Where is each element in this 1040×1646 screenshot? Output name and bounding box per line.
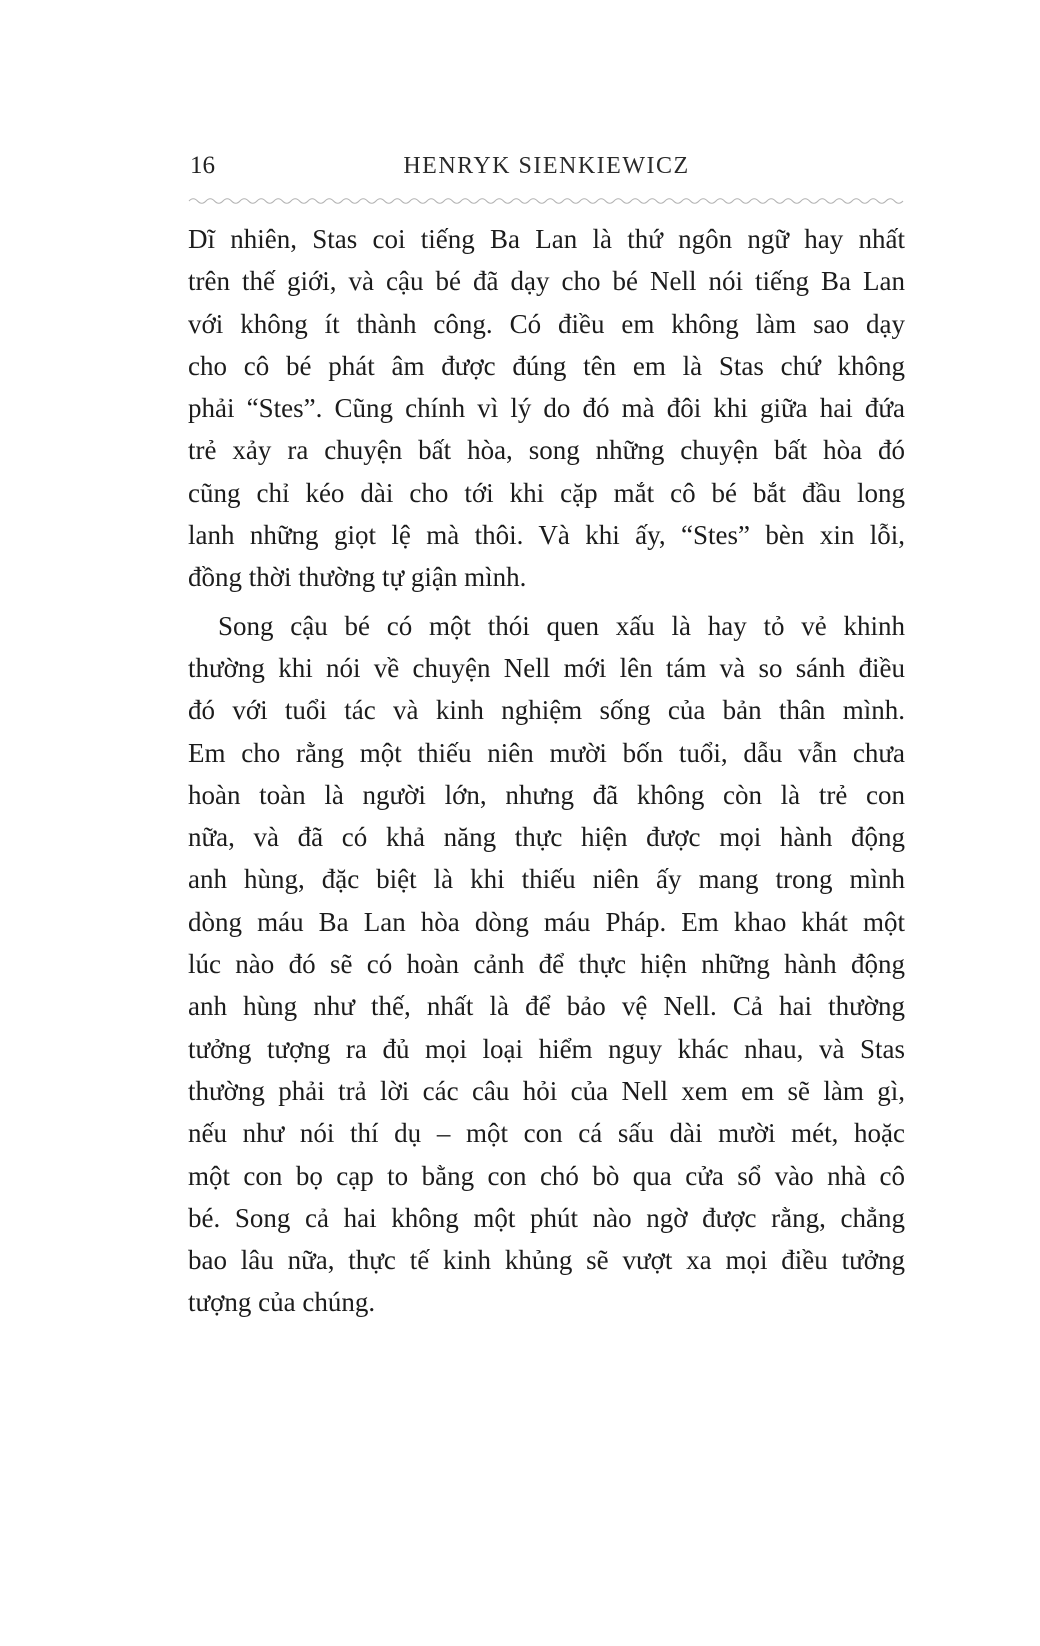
page-column (188, 152, 905, 1324)
text-line: thường khi nói về chuyện Nell mới lên tám và so sánh điều (188, 652, 905, 683)
text-line: Dĩ nhiên, Stas coi tiếng Ba Lan là thứ ngôn ngữ hay nhất (188, 224, 905, 254)
wavy-divider-line (188, 196, 905, 206)
paragraph (188, 605, 905, 1324)
text-line: lúc nào đó sẽ có hoàn cảnh để thực hiện những hành động (188, 949, 905, 980)
text-line: đồng thời thường tự giận mình. (188, 562, 527, 593)
page-number: 16 (190, 152, 215, 179)
text-line: Song cậu bé có một thói quen xấu là hay tỏ vẻ khinh (218, 610, 905, 641)
text-line: phải “Stes”. Cũng chính vì lý do đó mà đôi khi giữa hai đứa (188, 393, 905, 424)
text-line: lanh những giọt lệ mà thôi. Và khi ấy, “Stes” bèn xin lỗi, (188, 520, 905, 551)
text-line: nữa, và đã có khả năng thực hiện được mọi hành động (188, 822, 905, 853)
page-body-text (188, 218, 905, 1324)
text-line: tưởng tượng ra đủ mọi loại hiểm nguy khác nhau, và Stas (188, 1033, 905, 1064)
text-line: tượng của chúng. (188, 1287, 376, 1318)
text-line: bé. Song cả hai không một phút nào ngờ được rằng, chẳng (188, 1202, 905, 1233)
running-header (188, 152, 905, 196)
text-line: bao lâu nữa, thực tế kinh khủng sẽ vượt xa mọi điều tưởng (188, 1245, 905, 1276)
text-line: một con bọ cạp to bằng con chó bò qua cửa sổ vào nhà cô (188, 1160, 905, 1191)
header-divider-wrap (188, 196, 905, 206)
text-line: anh hùng như thế, nhất là để bảo vệ Nell. Cả hai thường (188, 991, 905, 1022)
text-line: cũng chỉ kéo dài cho tới khi cặp mắt cô bé bắt đầu long (188, 477, 905, 508)
text-line: dòng máu Ba Lan hòa dòng máu Pháp. Em khao khát một (188, 906, 905, 937)
text-line: hoàn toàn là người lớn, nhưng đã không còn là trẻ con (188, 779, 905, 810)
running-header-title: HENRYK SIENKIEWICZ (403, 153, 690, 179)
text-line: với không ít thành công. Có điều em không làm sao dạy (188, 308, 905, 339)
text-line: Em cho rằng một thiếu niên mười bốn tuổi, dẫu vẫn chưa (188, 737, 905, 768)
text-line: trên thế giới, và cậu bé đã dạy cho bé Nell nói tiếng Ba Lan (188, 266, 905, 297)
text-line: nếu như nói thí dụ – một con cá sấu dài mười mét, hoặc (188, 1118, 905, 1149)
text-line: thường phải trả lời các câu hỏi của Nell xem em sẽ làm gì, (188, 1075, 905, 1106)
text-line: cho cô bé phát âm được đúng tên em là Stas chứ không (188, 350, 905, 381)
text-line: anh hùng, đặc biệt là khi thiếu niên ấy mang trong mình (188, 864, 905, 895)
text-line: đó với tuổi tác và kinh nghiệm sống của bản thân mình. (188, 695, 905, 726)
text-line: trẻ xảy ra chuyện bất hòa, song những chuyện bất hòa đó (188, 435, 905, 466)
paragraph (188, 218, 905, 599)
